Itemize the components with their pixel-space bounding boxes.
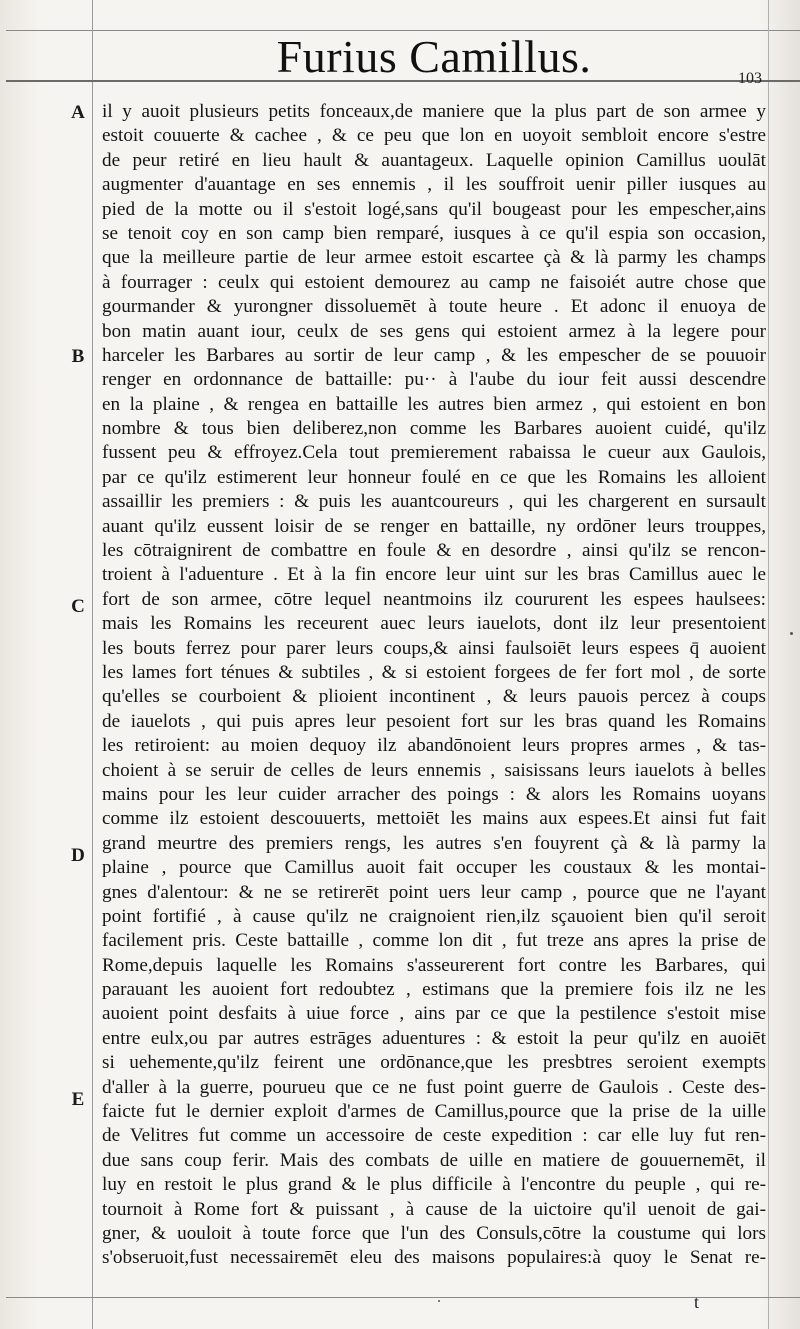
text-line: due sans coup ferir. Mais des combats de uille en matiere de gouuernemēt, il [102,1149,766,1171]
text-line: augmenter d'auantage en ses ennemis , il les souffroit uenir piller iusques au [102,174,766,196]
page-frame-right-rule [768,0,769,1329]
signature-mark: t [694,1292,700,1312]
text-line: choient à se seruir de celles de leurs ennemis , saisissans leurs iauelots à belles [102,759,766,781]
margin-letter-e: E [71,1089,85,1110]
text-line: en la plaine , & rengea en battaille les autres bien armez , qui estoient en bon [102,393,766,415]
text-line: fort de son armee, cōtre lequel neantmoins ilz coururent les espees haulsees: [102,588,766,610]
running-head: Furius Camillus. [276,31,592,82]
text-line: mais les Romains les receurent auec leurs iauelots, dont ilz leur presentoient [102,613,766,635]
text-line: plaine , pource que Camillus auoit fait occuper les coustaux & les montai- [102,857,766,879]
body-text [102,100,766,1271]
text-line: à fourrager : ceulx qui estoient demourez au camp ne faisoiét autre chose que [102,271,766,293]
text-line: nombre & tous bien deliberez,non comme les Barbares auoient cuidé, qu'ilz [102,418,766,440]
text-line: renger en ordonnance de battaille: pu·· à l'aube du iour feit aussi descendre [102,369,766,391]
text-line: troient à l'aduenture . Et à la fin encore leur uint sur les bras Camillus auec le [102,564,766,586]
text-line: les lames fort ténues & subtiles , & si estoient forgees de fer fort mol , de sorte [102,661,766,683]
text-line: estoit couuerte & cachee , & ce peu que lon en uoyoit sembloit encore s'estre [102,125,766,147]
footer-rule [6,1297,800,1298]
text-line: pied de la motte ou il s'estoit logé,sans qu'il bougeast pour les empescher,ains [102,198,766,220]
text-line: par ce qu'ilz estimerent leur honneur foulé en ce que les Romains les alloient [102,466,766,488]
text-line: facilement pris. Ceste battaille , comme lon dit , fut treze ans apres la prise de [102,930,766,952]
paper-speck [790,632,793,635]
text-line: parauant les auoient fort redoubtez , estimans que la premiere fois ilz ne les [102,979,766,1001]
text-line: gourmander & yurongner dissoluemēt à toute heure . Et adonc il enuoya de [102,296,766,318]
margin-letter-d: D [71,845,85,866]
text-line: entre eulx,ou par autres estrāges aduentures : & estoit la peur qu'ilz en auoiēt [102,1027,766,1049]
text-line: fussent peu & effroyez.Cela tout premierement rabaissa le cueur aux Gaulois, [102,442,766,464]
text-line: luy en restoit le plus grand & le plus difficile à l'encontre du peuple , qui re- [102,1174,766,1196]
text-line: harceler les Barbares au sortir de leur camp , & les empescher de se pouuoir [102,344,766,366]
margin-letter-a: A [71,102,85,123]
text-line: s'obseruoit,fust necessairemēt eleu des maisons populaires:à quoy le Senat re- [102,1247,766,1269]
margin-letter-c: C [71,596,85,617]
text-line: de Velitres fut comme un accessoire de ceste expedition : car elle luy fut ren- [102,1125,766,1147]
text-line: faicte fut le dernier exploit d'armes de Camillus,pource que la prise de la uille [102,1101,766,1123]
text-line: auant qu'ilz eussent loisir de se renger en battaille, ny ordōner leurs trouppes, [102,515,766,537]
text-line: assaillir les premiers : & puis les auantcoureurs , qui les chargerent en sursault [102,491,766,513]
page-frame-left-rule [92,0,93,1329]
text-line: de iauelots , qui puis apres leur pesoient fort sur les bras quand les Romains [102,710,766,732]
text-line: mains pour les leur cuider arracher des poings : & alors les Romains uoyans [102,783,766,805]
text-line: les cōtraignirent de combattre en foule & en desordre , ainsi qu'ilz se rencon- [102,540,766,562]
page-number: 103 [738,70,762,87]
text-line: de peur retiré en lieu hault & auantageux. Laquelle opinion Camillus uoulāt [102,149,766,171]
text-line: les retiroient: au moien dequoy ilz abandōnoient leurs propres armes , & tas- [102,735,766,757]
text-line: que la meilleure partie de leur armee estoit escartee çà & là parmy les champs [102,247,766,269]
text-line: bon matin auant iour, ceulx de ses gens qui estoient armez à la legere pour [102,320,766,342]
text-line: gnes d'alentour: & ne se retirerēt point uers leur camp , pource que ne l'ayant [102,881,766,903]
text-line: comme ilz estoient descouuerts, mettoiēt les mains aux espees.Et ainsi fut fait [102,808,766,830]
text-line: gner, & uouloit à toute force que l'un des Consuls,cōtre la coustume qui lors [102,1222,766,1244]
text-line: auoient point desfaits à uiue force , ains par ce que la pestilence s'estoit mise [102,1003,766,1025]
text-line: tournoit à Rome fort & puissant , à cause de la uictoire qu'il uenoit de gai- [102,1198,766,1220]
text-line: Rome,depuis laquelle les Romains s'asseurerent fort contre les Barbares, qui [102,954,766,976]
text-line: les bouts ferrez pour parer leurs coups,& ainsi faulsoiēt leurs espees q̄ auoient [102,637,766,659]
text-line: il y auoit plusieurs petits fonceaux,de maniere que la plus part de son armee y [102,101,766,122]
paper-speck [438,1300,440,1302]
text-line: si uehemente,qu'ilz feirent une ordōnance,que les presbtres seroient exempts [102,1052,766,1074]
text-line: qu'elles se courboient & plioient incontinent , & leurs pauois percez à coups [102,686,766,708]
margin-letter-b: B [71,346,85,367]
text-line: se tenoit coy en son camp bien remparé, iusques à ce qu'il espia son occasion, [102,222,766,244]
text-line: point fortifié , à cause qu'ilz ne craignoient rien,ilz sçauoient bien qu'il seroit [102,905,766,927]
text-line: grand meurtre des premiers rengs, les autres s'en fouyrent çà & là parmy la [102,832,766,854]
text-line: d'aller à la guerre, pourueu que ce ne fust point guerre de Gaulois . Ceste des- [102,1076,766,1098]
